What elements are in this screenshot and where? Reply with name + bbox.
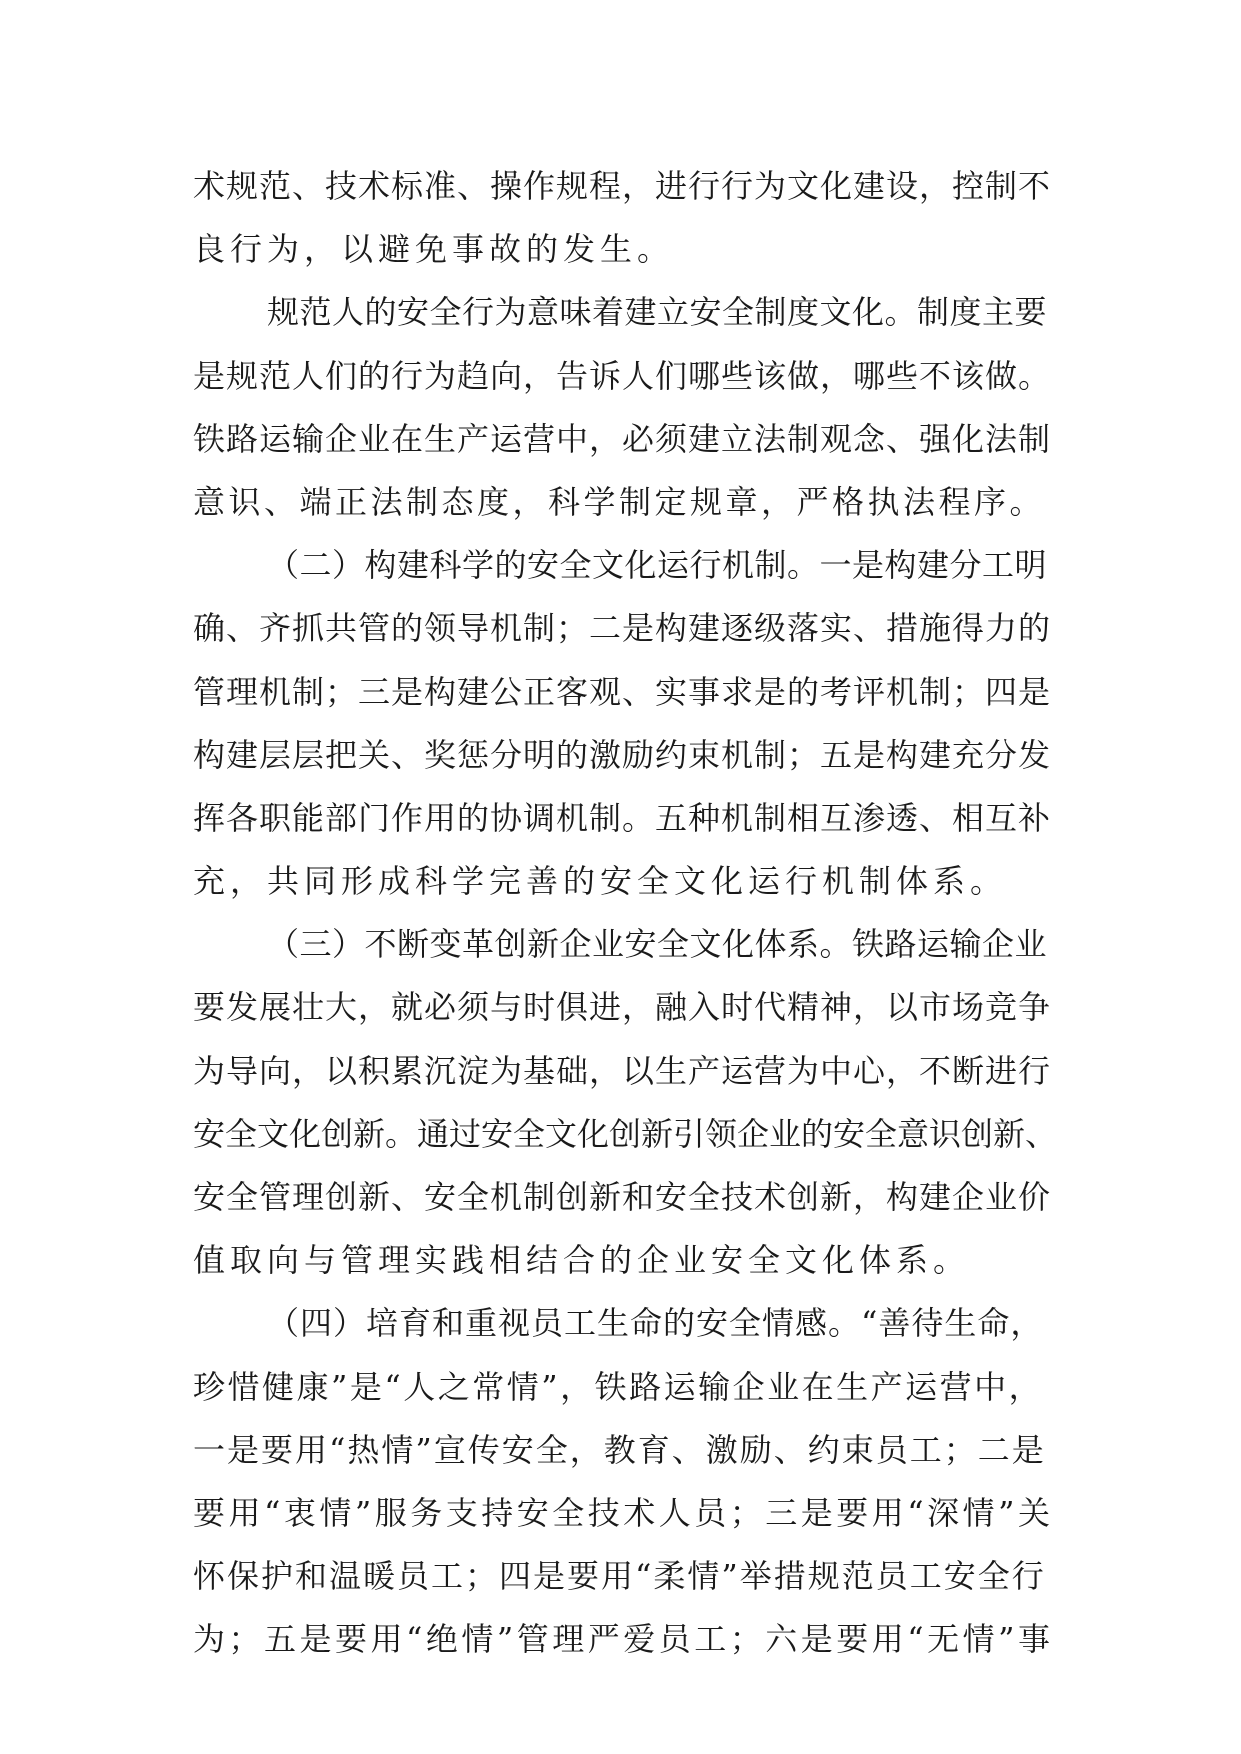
text-line: 意识、端正法制态度，科学制定规章，严格执法程序。	[193, 482, 1046, 521]
body-text	[193, 155, 1058, 1672]
text-line: 是规范人们的行为趋向，告诉人们哪些该做，哪些不该做。	[193, 356, 1052, 395]
text-line: 术规范、技术标准、操作规程，进行行为文化建设，控制不	[193, 167, 1052, 205]
text-line: 安全管理创新、安全机制创新和安全技术创新，构建企业价	[193, 1178, 1052, 1216]
text-line: 安全文化创新。通过安全文化创新引领企业的安全意识创新、	[193, 1114, 1058, 1153]
text-line: 一是要用“热情”宣传安全，教育、激励、约束员工；二是	[193, 1430, 1046, 1469]
text-line: 值取向与管理实践相结合的企业安全文化体系。	[193, 1241, 971, 1280]
text-line: 构建层层把关、奖惩分明的激励约束机制；五是构建充分发	[193, 735, 1052, 774]
text-line: 管理机制；三是构建公正客观、实事求是的考评机制；四是	[193, 672, 1052, 711]
text-line: （三）不断变革创新企业安全文化体系。铁路运输企业	[267, 925, 1048, 964]
text-line: 怀保护和温暖员工；四是要用“柔情”举措规范员工安全行	[193, 1557, 1046, 1596]
text-line: 要用“衷情”服务支持安全技术人员；三是要用“深情”关	[193, 1493, 1054, 1532]
text-line: 珍惜健康”是“人之常情”，铁路运输企业在生产运营中，	[193, 1367, 1044, 1406]
text-line: 规范人的安全行为意味着建立安全制度文化。制度主要	[267, 293, 1048, 332]
text-line: 良行为，以避免事故的发生。	[193, 230, 675, 269]
text-line: 挥各职能部门作用的协调机制。五种机制相互渗透、相互补	[193, 798, 1052, 837]
text-line: （四）培育和重视员工生命的安全情感。“善待生命，	[267, 1304, 1044, 1343]
text-line: 为导向，以积累沉淀为基础，以生产运营为中心，不断进行	[193, 1051, 1052, 1090]
text-line: 确、齐抓共管的领导机制；二是构建逐级落实、措施得力的	[193, 609, 1052, 648]
text-line: 铁路运输企业在生产运营中，必须建立法制观念、强化法制	[193, 419, 1052, 458]
text-line: 充，共同形成科学完善的安全文化运行机制体系。	[193, 862, 1008, 901]
text-line: （二）构建科学的安全文化运行机制。一是构建分工明	[267, 546, 1048, 585]
text-line: 要发展壮大，就必须与时俱进，融入时代精神，以市场竞争	[193, 988, 1052, 1027]
text-line: 为；五是要用“绝情”管理严爱员工；六是要用“无情”事	[193, 1620, 1054, 1659]
